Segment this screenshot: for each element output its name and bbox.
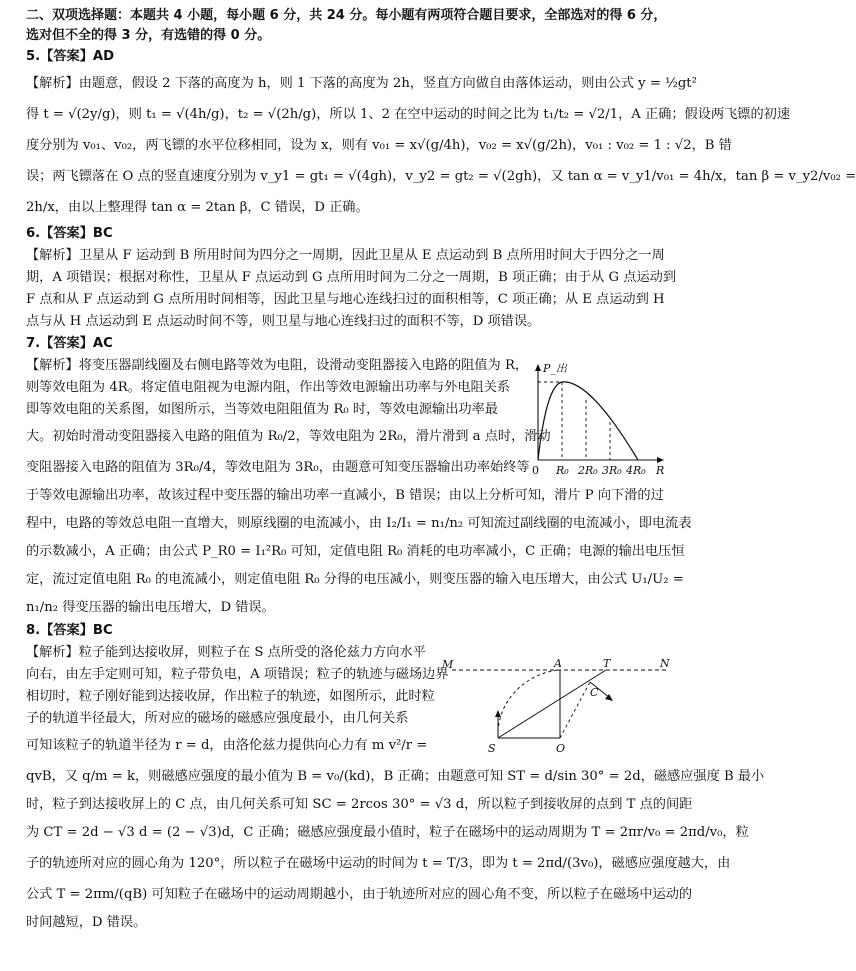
q7-line: 程中，电路的等效总电阻一直增大，则原线圈的电流减小，由 I₂/I₁ = n₁/n₂ 可知流过副线圈的电流减小，即电流表	[26, 516, 692, 531]
q7-line: 变阻器接入电路的阻值为 3R₀/4，等效电阻为 3R₀，由题意可知变压器输出功率始终等	[26, 460, 530, 475]
power-curve	[538, 382, 638, 460]
q8-line: 时间越短，D 错误。	[26, 915, 147, 930]
q7-line: 于等效电源输出功率，故该过程中变压器的输出功率一直减小，B 错误；由以上分析可知，滑片 P 向下滑的过	[26, 488, 664, 503]
q7-line: n₁/n₂ 得变压器的输出电压增大，D 错误。	[26, 600, 275, 615]
q8-line: 【解析】粒子能到达接收屏，则粒子在 S 点所受的洛伦兹力方向水平	[26, 645, 426, 660]
point-label: M	[442, 658, 454, 671]
point-label: O	[556, 742, 566, 755]
q5-explanation	[26, 68, 856, 223]
q5-answer: 5.【答案】AD	[26, 49, 115, 64]
point-label: T	[603, 657, 611, 670]
point-label: S	[488, 742, 496, 755]
section-header: 二、双项选择题：本题共 4 小题，每小题 6 分，共 24 分。每小题有两项符合题目要求，全部选对的得 6 分，选对但不全的得 3 分，有选错的得 0 分。	[26, 8, 667, 43]
q6-line: 【解析】卫星从 F 运动到 B 所用时间为四分之一周期，因此卫星从 E 点运动到 B 点所用时间大于四分之一周	[26, 248, 665, 263]
tick-label: 2R₀	[578, 464, 598, 477]
q5-line: 2h/x，由以上整理得 tan α = 2tan β，C 错误，D 正确。	[26, 200, 369, 215]
q8-line: 时，粒子到达接收屏上的 C 点，由几何关系可知 SC = 2rcos 30° = √3 d，所以粒子到接收屏的点到 T 点的间距	[26, 797, 693, 812]
q8-line: 为 CT = 2d − √3 d = (2 − √3)d，C 正确；磁感应强度最小值时，粒子在磁场中的运动周期为 T = 2πr/v₀ = 2πd/v₀，粒	[26, 825, 749, 840]
x-axis-label: R	[656, 464, 665, 477]
q5-line: 度分别为 v₀₁、v₀₂，两飞镖的水平位移相同，设为 x，则有 v₀₁ = x√(g/4h)，v₀₂ = x√(g/2h)，v₀₁ : v₀₂ = 1 : √2，B 错	[26, 138, 732, 153]
q7-line: 则等效电阻为 4R。将定值电阻视为电源内阻，作出等效电源输出功率与外电阻关系	[26, 380, 511, 395]
line-st	[498, 670, 606, 738]
q6-answer: 6.【答案】BC	[26, 226, 113, 241]
particle-arc	[498, 670, 560, 738]
q8-line: 子的轨迹所对应的圆心角为 120°，所以粒子在磁场中运动的时间为 t = T/3，即为 t = 2πd/(3v₀)，磁感应强度越大，由	[26, 856, 731, 871]
tick-label: 0	[532, 464, 539, 477]
q8-answer: 8.【答案】BC	[26, 623, 113, 638]
y-axis-arrow	[535, 364, 541, 371]
q7-answer: 7.【答案】AC	[26, 336, 113, 351]
q6-line: 点与从 H 点运动到 E 点运动时间不等，则卫星与地心连线扫过的面积不等，D 项错误。	[26, 314, 541, 329]
q8-line: 相切时，粒子刚好能到达接收屏，作出粒子的轨迹，如图所示，此时粒	[26, 689, 435, 704]
q5-line: 误；两飞镖落在 O 点的竖直速度分别为 v_y1 = gt₁ = √(4gh)，v_y2 = gt₂ = √(2gh)，又 tan α = v_y1/v₀₁ = 4h/x，tan β = v_y2/v₀₂ =	[26, 169, 856, 184]
power-resistance-graph	[530, 362, 670, 477]
q8-line: 子的轨道半径最大，所对应的磁场的磁感应强度最小，由几何关系	[26, 711, 409, 726]
tick-label: R₀	[556, 464, 569, 477]
point-label: C	[590, 686, 599, 699]
q6-line: 期，A 项错误；根据对称性，卫星从 F 点运动到 G 点所用时间为二分之一周期，B 项正确；由于从 G 点运动到	[26, 270, 677, 285]
q5-line: 【解析】由题意，假设 2 下落的高度为 h，则 1 下落的高度为 2h，竖直方向做自由落体运动，则由公式 y = ½gt²	[26, 76, 697, 91]
q7-line: 的示数减小，A 正确；由公式 P_R0 = I₁²R₀ 可知，定值电阻 R₀ 消耗的电功率减小，C 正确；电源的输出电压恒	[26, 544, 685, 559]
q8-line: qvB，又 q/m = k，则磁感应强度的最小值为 B = v₀/(kd)，B 正确；由题意可知 ST = d/sin 30° = 2d，磁感应强度 B 最小	[26, 769, 765, 784]
y-axis-label: P_出	[543, 362, 567, 375]
point-label: N	[660, 657, 670, 670]
x-axis-arrow	[657, 457, 664, 463]
q8-line: 可知该粒子的轨道半径为 r = d，由洛伦兹力提供向心力有 m v²/r =	[26, 738, 428, 753]
particle-trajectory-diagram	[440, 658, 675, 758]
q7-line: 即等效电阻的关系图，如图所示，当等效电阻阻值为 R₀ 时，等效电源输出功率最	[26, 402, 498, 417]
tick-label: 4R₀	[626, 464, 646, 477]
q6-line: F 点和从 F 点运动到 G 点所用时间相等，因此卫星与地心连线扫过的面积相等，C 项正确；从 E 点运动到 H	[26, 292, 665, 307]
velocity-arrowhead	[495, 710, 501, 717]
q8-line: 向右，由左手定则可知，粒子带负电，A 项错误；粒子的轨迹与磁场边界	[26, 667, 449, 682]
q5-line: 得 t = √(2y/g)，则 t₁ = √(4h/g)，t₂ = √(2h/g)，所以 1、2 在空中运动的时间之比为 t₁/t₂ = √2/1，A 正确；假设两飞镖的初速	[26, 107, 791, 122]
point-label: A	[554, 657, 562, 670]
q7-line: 大。初始时滑动变阻器接入电路的阻值为 R₀/2，等效电阻为 2R₀，滑片滑到 a 点时，滑动	[26, 429, 551, 444]
line-oc	[560, 682, 590, 738]
tick-label: 3R₀	[602, 464, 622, 477]
q6-explanation	[26, 245, 677, 333]
q8-line: 公式 T = 2πm/(qB) 可知粒子在磁场中的运动周期越小，由于轨迹所对应的圆心角不变，所以粒子在磁场中运动的	[26, 887, 693, 902]
q7-line: 【解析】将变压器副线圈及右侧电路等效为电阻，设滑动变阻器接入电路的阻值为 R，	[26, 358, 529, 373]
q7-line: 定，流过定值电阻 R₀ 的电流减小，则定值电阻 R₀ 分得的电压减小，则变压器的输入电压增大，由公式 U₁/U₂ =	[26, 572, 684, 587]
